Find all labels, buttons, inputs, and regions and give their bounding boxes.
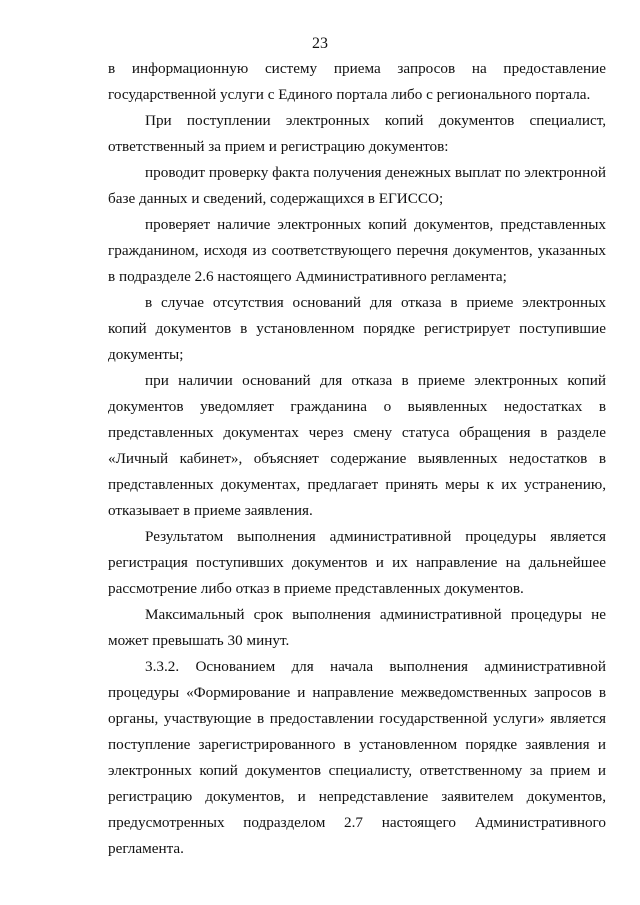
- paragraph-section-3-3-2: 3.3.2. Основанием для начала выполнения административной процедуры «Формирование и направление межведомственных запросов в органы, участвующие в предоставлении государственной услуги» является поступление зарегистрированного в установленном порядке заявления и электронных копий документов специалисту, ответственному за прием и регистрацию документов, и непредставление заявителем документов, предусмотренных подразделом 2.7 настоящего Административного регламента.: [108, 658, 606, 857]
- paragraph-procedure-result: Результатом выполнения административной процедуры является регистрация поступивших документов и их направление на дальнейшее рассмотрение либо отказ в приеме представленных документов.: [108, 528, 606, 597]
- paragraph-register-documents: в случае отсутствия оснований для отказа в приеме электронных копий документов в установленном порядке регистрирует поступившие документы;: [108, 294, 606, 363]
- page-number: 23: [312, 35, 328, 52]
- paragraph-max-duration: Максимальный срок выполнения административной процедуры не может превышать 30 минут.: [108, 606, 606, 649]
- paragraph-check-documents: проверяет наличие электронных копий документов, представленных гражданином, исходя из соответствующего перечня документов, указанных в подразделе 2.6 настоящего Административного регламента;: [108, 216, 606, 285]
- paragraph-refusal-notice: при наличии оснований для отказа в приеме электронных копий документов уведомляет гражданина о выявленных недостатках в представленных документах через смену статуса обращения в разделе «Личный кабинет», объясняет содержание выявленных недостатков в представленных документах, предлагает принять меры к их устранению, отказывает в приеме заявления.: [108, 372, 606, 519]
- paragraph-check-payments: проводит проверку факта получения денежных выплат по электронной базе данных и сведений, содержащихся в ЕГИССО;: [108, 164, 607, 207]
- paragraph-continuation: в информационную систему приема запросов на предоставление государственной услуги с Единого портала либо с регионального портала.: [108, 60, 606, 103]
- paragraph-electronic-copies-intro: При поступлении электронных копий документов специалист, ответственный за прием и регистрацию документов:: [108, 112, 606, 155]
- document-body: [108, 56, 606, 862]
